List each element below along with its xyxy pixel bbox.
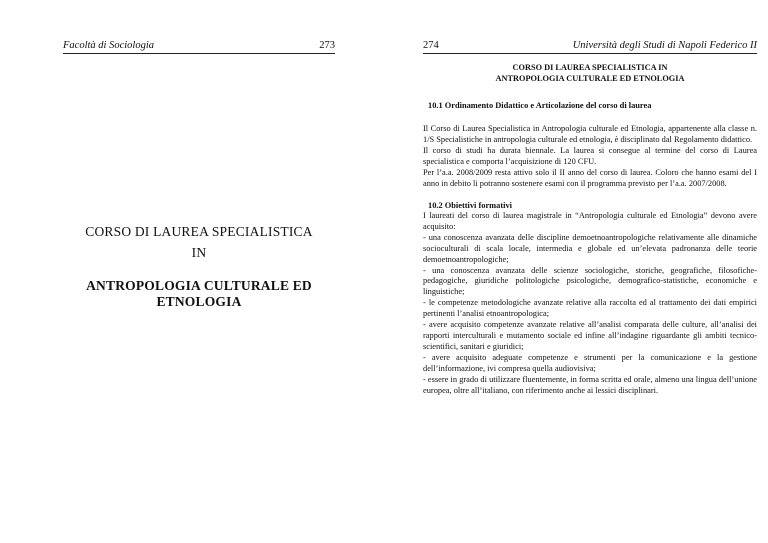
- paragraph-line: - essere in grado di utilizzare fluentemente, in forma scritta ed orale, almeno una lingua dell’unione europea, oltre all’italiano, con riferimento anche ai lessici disciplinari.: [423, 374, 757, 395]
- course-title-line-2: IN: [191, 245, 207, 260]
- paragraph-line: Il Corso di Laurea Specialistica in Antropologia culturale ed Etnologia, appartenente alla classe n. 1/S Specialistiche in antropologia culturale ed etnologia, è disciplinato dal Regolamento didattico.: [423, 124, 757, 144]
- paragraph-line: Per l’a.a. 2008/2009 resta attivo solo il II anno del corso di laurea. Coloro che hanno esami del I anno in debito li potranno sostenere esami con il programma previsto per l’a.a. 2007/2008.: [423, 167, 757, 188]
- course-title-line-1: CORSO DI LAUREA SPECIALISTICA: [85, 224, 313, 239]
- course-heading-line-1: CORSO DI LAUREA SPECIALISTICA IN: [512, 63, 668, 72]
- course-heading-line-2: ANTROPOLOGIA CULTURALE ED ETNOLOGIA: [495, 74, 685, 83]
- left-page-header: [63, 40, 335, 54]
- page-number-273: 273: [319, 40, 335, 51]
- section-body: [423, 211, 757, 396]
- section-heading: 10.2 Obiettivi formativi: [428, 201, 512, 210]
- right-page: [384, 0, 768, 543]
- page-number-274: 274: [423, 40, 439, 51]
- faculty-name: Facoltà di Sociologia: [63, 40, 154, 51]
- university-name: Università degli Studi di Napoli Federico II: [572, 40, 757, 51]
- right-page-header: [423, 40, 757, 54]
- course-title-line-3: ANTROPOLOGIA CULTURALE ED ETNOLOGIA: [86, 278, 312, 309]
- paragraph-line: - avere acquisito adeguate competenze e strumenti per la comunicazione e la gestione dell’informazione, ivi compresa quella audiovisiva;: [423, 352, 757, 373]
- paragraph-line: - le competenze metodologiche avanzate relative alla raccolta ed al trattamento dei dati empirici pertinenti l’analisi etnoantropologica;: [423, 298, 757, 319]
- section-body: [423, 124, 757, 189]
- paragraph-line: I laureati del corso di laurea magistrale in “Antropologia culturale ed Etnologia” devono avere acquisito:: [423, 211, 757, 231]
- paragraph-line: - avere acquisito competenze avanzate relative all’analisi comparata delle culture, all’analisi dei rapporti interculturali e mutamento sociale ed infine all’indagine riguardante gli ambiti tecnico-scientifici, sanitari e giuridici;: [423, 320, 757, 351]
- paragraph-line: - una conoscenza avanzata delle discipline demoetnoantropologiche relativamente alle dinamiche socioculturali di scala locale, intermedia e globale ed un’elevata padronanza delle teorie demoetnoantropologiche;: [423, 232, 757, 264]
- paragraph-line: - una conoscenza avanzata delle scienze sociologiche, storiche, geografiche, filosofiche-pedagogiche, giuridiche politologiche psicologiche, demografico-statistiche, economiche e linguistiche;: [423, 265, 757, 297]
- paragraph-line: Il corso di studi ha durata biennale. La laurea si consegue al termine del corso di Laurea specialistica e comporta l’acquisizione di 120 CFU.: [423, 145, 757, 166]
- section-heading: 10.1 Ordinamento Didattico e Articolazione del corso di laurea: [428, 101, 652, 110]
